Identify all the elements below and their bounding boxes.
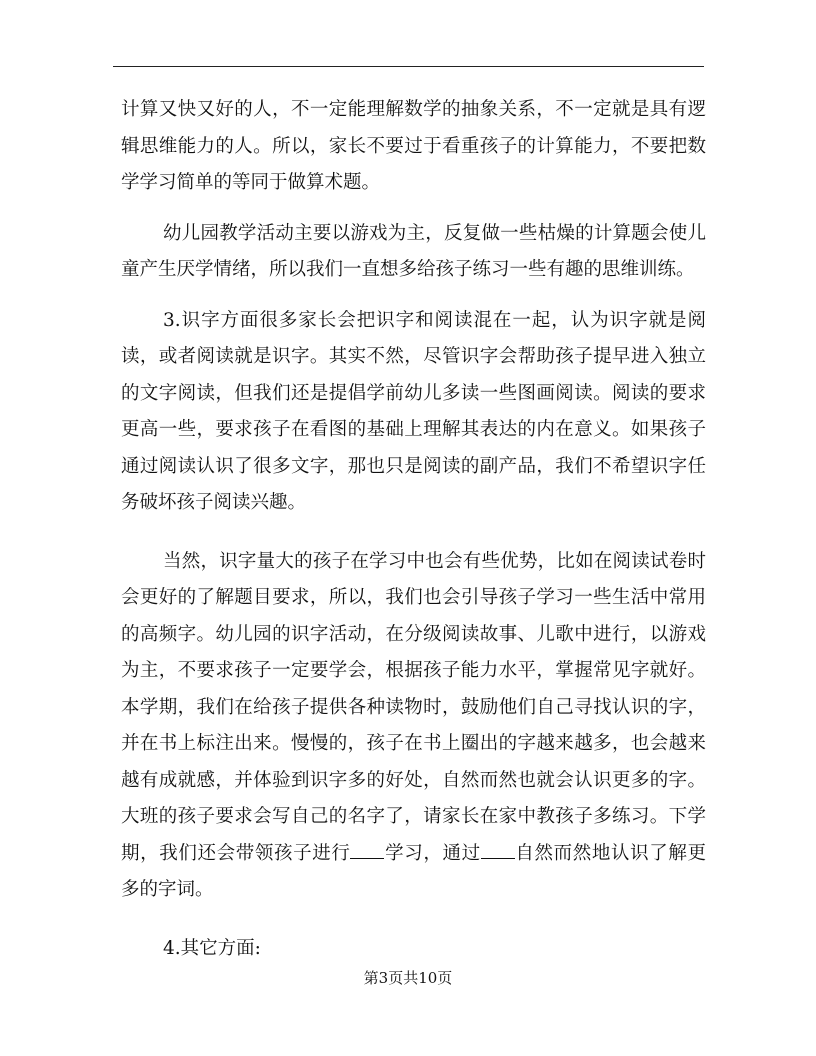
paragraph-kindergarten-games: 幼儿园教学活动主要以游戏为主，反复做一些枯燥的计算题会使儿童产生厌学情绪，所以我们一直想多给孩子练习一些有趣的思维训练。 <box>121 222 706 280</box>
section-heading-other: 4.其它方面: <box>163 937 261 959</box>
paragraph-literacy-advantages-part2: 学习，通过 <box>384 842 481 864</box>
paragraph-math-ability: 计算又快又好的人，不一定能理解数学的抽象关系，不一定就是具有逻辑思维能力的人。所以，家长不要过于看重孩子的计算能力，不要把数学学习简单的等同于做算术题。 <box>121 99 706 193</box>
blank-line <box>481 840 515 859</box>
paragraph-literacy-advantages-part1: 当然，识字量大的孩子在学习中也会有些优势，比如在阅读试卷时会更好的了解题目要求，所以，我们也会引导孩子学习一些生活中常用的高频字。幼儿园的识字活动，在分级阅读故事、儿歌中进行，以游戏为主，不要求孩子一定要学会，根据孩子能力水平，掌握常见字就好。本学期，我们在给孩子提供各种读物时，鼓励他们自己寻找认识的字，并在书上标注出来。慢慢的，孩子在书上圈出的字越来越多，也会越来越有成就感，并体验到识字多的好处，自然而然也就会认识更多的字。大班的孩子要求会写自己的名字了，请家长在家中教孩子多练习。下学期，我们还会带领孩子进行 <box>121 550 706 864</box>
paragraph-literacy-advantages-part3: 自然而然地认识了解更多的字词。 <box>121 842 706 900</box>
page-number-footer: 第3页共10页 <box>363 969 453 987</box>
header-rule <box>113 66 704 67</box>
document-body <box>121 92 706 967</box>
paragraph-literacy-advantages <box>121 544 706 909</box>
blank-line <box>350 840 384 859</box>
paragraph-literacy: 3.识字方面很多家长会把识字和阅读混在一起，认为识字就是阅读，或者阅读就是识字。其实不然，尽管识字会帮助孩子提早进入独立的文字阅读，但我们还是提倡学前幼儿多读一些图画阅读。阅读的要求更高一些，要求孩子在看图的基础上理解其表达的内在意义。如果孩子通过阅读认识了很多文字，那也只是阅读的副产品，我们不希望识字任务破坏孩子阅读兴趣。 <box>121 309 706 513</box>
